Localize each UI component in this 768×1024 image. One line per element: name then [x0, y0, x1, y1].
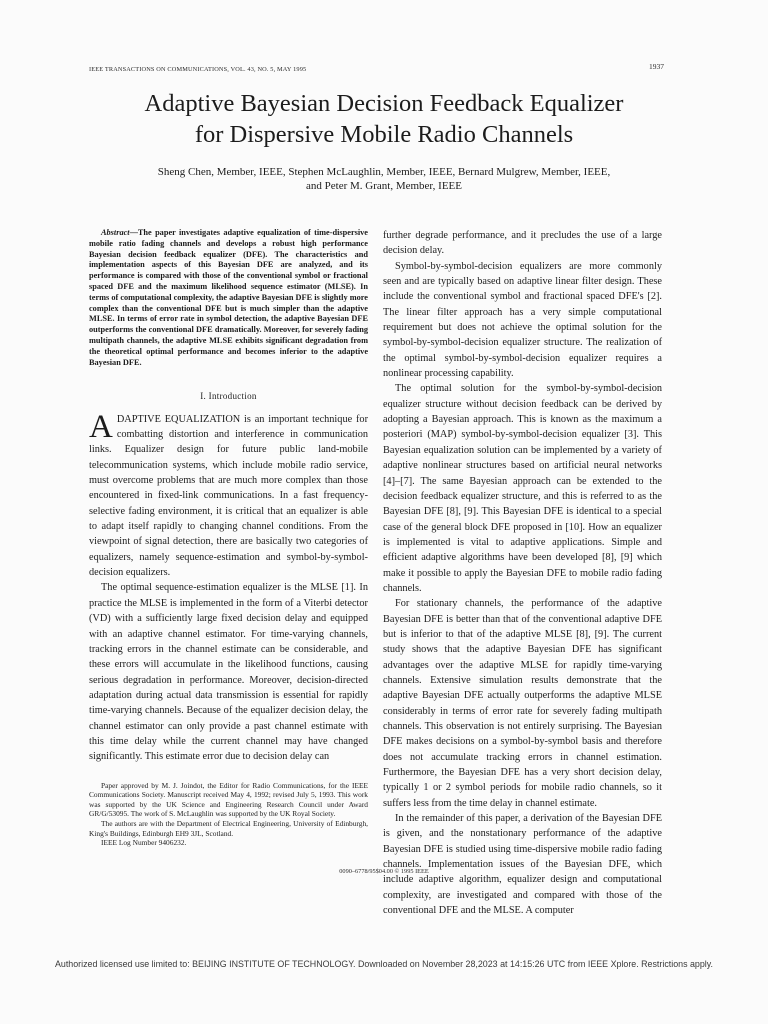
footnote-affiliation: The authors are with the Department of Electrical Engineering, University of Edinburgh, King's Buildings, Edinburgh EH9 3JL, Scotland.: [89, 818, 368, 838]
author-list: [70, 165, 698, 193]
paper-title-line-1: Adaptive Bayesian Decision Feedback Equalizer: [144, 90, 624, 117]
page-number: 1937: [649, 62, 664, 71]
paper-title-line-2: for Dispersive Mobile Radio Channels: [194, 121, 574, 148]
footnote-manuscript: Paper approved by M. J. Joindot, the Editor for Radio Communications, for the IEEE Communications Society. Manuscript received May 4, 1992; revised July 5, 1993. This work was supported by the UK Science and Engineering Research Council under Award GR/G/53095. The work of S. McLaughlin was supported by the UK Royal Society.: [89, 780, 368, 819]
right-paragraph-2: Symbol-by-symbol-decision equalizers are more commonly seen and are typically based on adaptive linear filter design. These include the conventional symbol and fractional spaced DFE's [2]. The linear filter approach has a very simple computational requirement but does not achieve the optimal solution for the symbol-by-symbol-decision equalizer structure. The realization of the optimal symbol-by-symbol-decision equalizer requires a nonlinear processing capability.: [383, 260, 662, 380]
section-heading-introduction: I. Introduction: [200, 391, 257, 402]
right-paragraph-5: In the remainder of this paper, a derivation of the Bayesian DFE is given, and the nonstationary performance of the adaptive Bayesian DFE is studied using time-dispersive mobile radio fading channels. Implementation issues of the Bayesian DFE, which include adaptive algorithm, equalizer design and computational complexity, are investigated and compared with those of the conventional DFE and the MLSE. A computer: [383, 813, 662, 917]
right-paragraph-1: further degrade performance, and it precludes the use of a large decision delay.: [383, 230, 662, 257]
intro-paragraph-2: The optimal sequence-estimation equalizer is the MLSE [1]. In practice the MLSE is implemented in the form of a Viterbi detector (VD) with a sufficiently large fixed decision delay and equipped with an adaptive channel estimator. For time-varying channels, tracking errors in the channel estimate can be considerable, and these errors will accumulate in the likelihood functions, causing serious degradation in performance. Moreover, decision-directed adaptation during actual data transmission is essential for rapidly time-varying channels. Because of the equalizer decision delay, the channel estimator can only provide a past channel estimate with this time delay while the current channel may have changed significantly. This estimate error due to decision delay can: [89, 582, 368, 763]
left-column: [89, 228, 368, 848]
drop-cap: A: [89, 408, 113, 445]
right-column: [383, 228, 662, 918]
abstract-lead: Abstract: [101, 228, 130, 237]
author-line-2: and Peter M. Grant, Member, IEEE: [306, 180, 462, 192]
intro-paragraph-1: [89, 408, 368, 581]
paper-title: [50, 88, 718, 150]
license-notice: Authorized licensed use limited to: BEIJING INSTITUTE OF TECHNOLOGY. Downloaded on November 28,2023 at 14:15:26 UTC from IEEE Xplore. Restrictions apply.: [54, 959, 714, 969]
intro-paragraph-1-text: DAPTIVE EQUALIZATION is an important technique for combatting distortion and interference in communication links. Equalizer design for future public land-mobile telecommunication systems, which include mobile radio service, must overcome problems that are much more complex than those encountered in fixed-link communications. In a fast frequency-selective fading environment, it is critical that an equalizer is able to adapt itself rapidly to changing channel conditions. From the viewpoint of signal detection, there are basically two categories of equalizers, namely sequence-estimation and symbol-by-symbol-decision equalizers.: [89, 413, 368, 579]
author-line-1: Sheng Chen, Member, IEEE, Stephen McLaughlin, Member, IEEE, Bernard Mulgrew, Member, IEEE,: [157, 166, 611, 178]
footnote-log-number: IEEE Log Number 9406232.: [101, 838, 187, 848]
copyright-line: 0090–6778/95$04.00 © 1995 IEEE: [339, 868, 429, 875]
right-paragraph-4: For stationary channels, the performance of the adaptive Bayesian DFE is better than that of the conventional adaptive DFE but is inferior to that of the adaptive MLSE [8], [9]. The current study shows that the adaptive Bayesian DFE has significant advantages over the adaptive MLSE for rapidly time-varying channels. Extensive simulation results demonstrate that the adaptive Bayesian DFE actually outperforms the adaptive MLSE considerably in terms of error rate for severely fading multipath channels. This observation is not entirely surprising. The Bayesian DFE makes decisions on a symbol-by-symbol basis and therefore does not accumulate tracking errors in channel estimation. Furthermore, the Bayesian DFE has a very short decision delay, typically 1 or 2 symbol periods for mobile radio channels, so it suffers less from the time delay in channel estimate.: [383, 598, 662, 809]
abstract: [89, 228, 368, 368]
abstract-text: —The paper investigates adaptive equalization of time-dispersive mobile ratio fading channels and develops a robust high performance Bayesian decision feedback equalizer (DFE). The characteristics and implementation aspects of this Bayesian DFE are analyzed, and its performance is compared with those of the conventional symbol or fractional spaced DFE and the maximum likelihood sequence estimator (MLSE). In terms of computational complexity, the adaptive Bayesian DFE is slightly more complex than the conventional DFE but is much simpler than the adaptive MLSE. In terms of error rate in symbol detection, the adaptive Bayesian DFE outperforms the conventional DFE dramatically. Moreover, for severely fading multipath channels, the adaptive MLSE exhibits significant degradation from the theoretical optimal performance and becomes inferior to the adaptive Bayesian DFE.: [89, 228, 368, 367]
footnotes: [89, 775, 368, 848]
running-head: IEEE TRANSACTIONS ON COMMUNICATIONS, VOL. 43, NO. 5, MAY 1995: [89, 66, 307, 73]
right-paragraph-3: The optimal solution for the symbol-by-symbol-decision equalizer structure without decision feedback can be derived by adopting a Bayesian approach. This is known as the maximum a posteriori (MAP) symbol-by-symbol-decision equalizer [3]. This Bayesian equalization solution can be implemented by a variety of adaptive nonlinear structures based on artificial neural networks [4]–[7]. The same Bayesian approach can be extended to the decision feedback equalizer structure, and this is referred to as the Bayesian DFE [8], [9]. This Bayesian DFE is identical to a special case of the general block DFE proposed in [10]. How an equalizer is implemented is vital to adaptive applications. Simple and efficient adaptive algorithms have been developed [8], [9] which make it possible to apply the Bayesian DFE to mobile radio fading channels.: [383, 383, 662, 594]
